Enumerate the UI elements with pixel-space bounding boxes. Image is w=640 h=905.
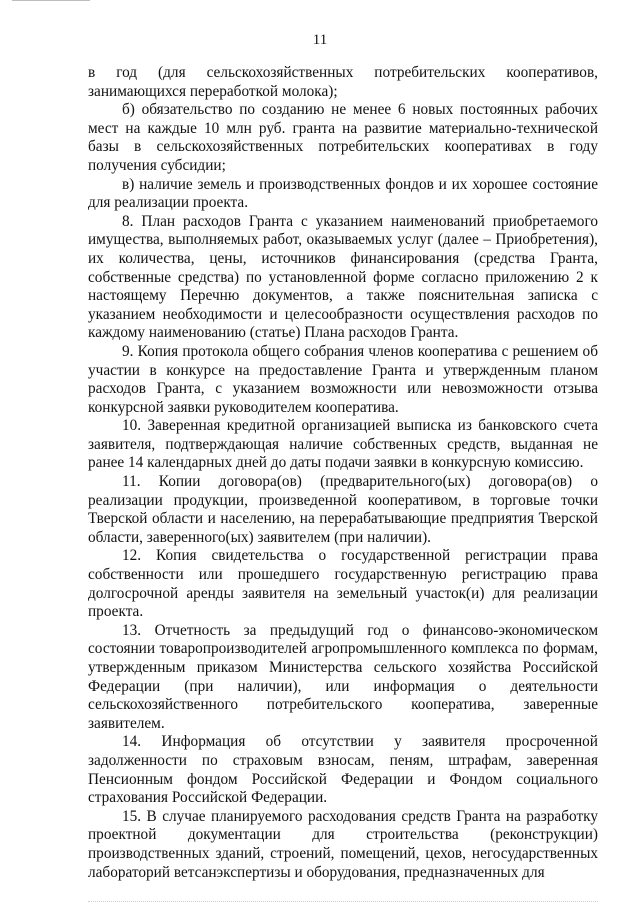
- document-body: [88, 64, 598, 882]
- paragraph-item-v: в) наличие земель и производственных фондов и их хорошее состояние для реализации проекта.: [88, 175, 598, 212]
- page-number: 11: [312, 32, 328, 48]
- paragraph-11: 11. Копии договора(ов) (предварительного(ых) договора(ов) о реализации продукции, произведенной кооперативом, в торговые точки Тверской области и населению, на перерабатывающие предприятия Тверской области, заверенного(ых) заявителем (при наличии).: [88, 473, 598, 546]
- paragraph-15: 15. В случае планируемого расходования средств Гранта на разработку проектной документации для строительства (реконструкции) производственных зданий, строений, помещений, цехов, негосударственных лабораторий ветсанэкспертизы и оборудования, предназначенных для: [88, 807, 598, 881]
- paragraph-continuation: в год (для сельскохозяйственных потребительских кооперативов, занимающихся переработкой молока);: [88, 64, 598, 100]
- paragraph-13: 13. Отчетность за предыдущий год о финансово-экономическом состоянии товаропроизводителей агропромышленного комплекса по формам, утвержденным приказом Министерства сельского хозяйства Российской Федерации (при наличии), или информация о деятельности сельскохозяйственного потребительского кооператива, заверенные заявителем.: [88, 621, 598, 732]
- scan-edge-line-bottom: [88, 901, 598, 902]
- paragraph-8: 8. План расходов Гранта с указанием наименований приобретаемого имущества, выполняемых работ, оказываемых услуг (далее – Приобретения), их количества, цены, источников финансирования (средства Гранта, собственные средства) по установленной форме согласно приложению 2 к настоящему Перечню документов, а также пояснительная записка с указанием необходимости и целесообразности осуществления расходов по каждому наименованию (статье) Плана расходов Гранта.: [88, 212, 598, 342]
- scan-edge-line: [12, 0, 90, 1]
- paragraph-9: 9. Копия протокола общего собрания членов кооператива с решением об участии в конкурсе на предоставление Гранта и утвержденным планом расходов Гранта, с указанием возможности или невозможности отзыва конкурсной заявки руководителем кооператива.: [88, 342, 598, 416]
- paragraph-12: 12. Копия свидетельства о государственной регистрации права собственности или прошедшего государственную регистрацию права долгосрочной аренды заявителя на земельный участок(и) для реализации проекта.: [88, 547, 598, 621]
- paragraph-10: 10. Заверенная кредитной организацией выписка из банковского счета заявителя, подтверждающая наличие собственных средств, выданная не ранее 14 календарных дней до даты подачи заявки в конкурсную комиссию.: [88, 417, 598, 472]
- paragraph-item-b: б) обязательство по созданию не менее 6 новых постоянных рабочих мест на каждые 10 млн руб. гранта на развитие материально-технической базы в сельскохозяйственных потребительских кооперативах в году получения субсидии;: [88, 101, 598, 174]
- paragraph-14: 14. Информация об отсутствии у заявителя просроченной задолженности по страховым взносам, пеням, штрафам, заверенная Пенсионным фондом Российской Федерации и Фондом социального страхования Российской Федерации.: [88, 733, 598, 807]
